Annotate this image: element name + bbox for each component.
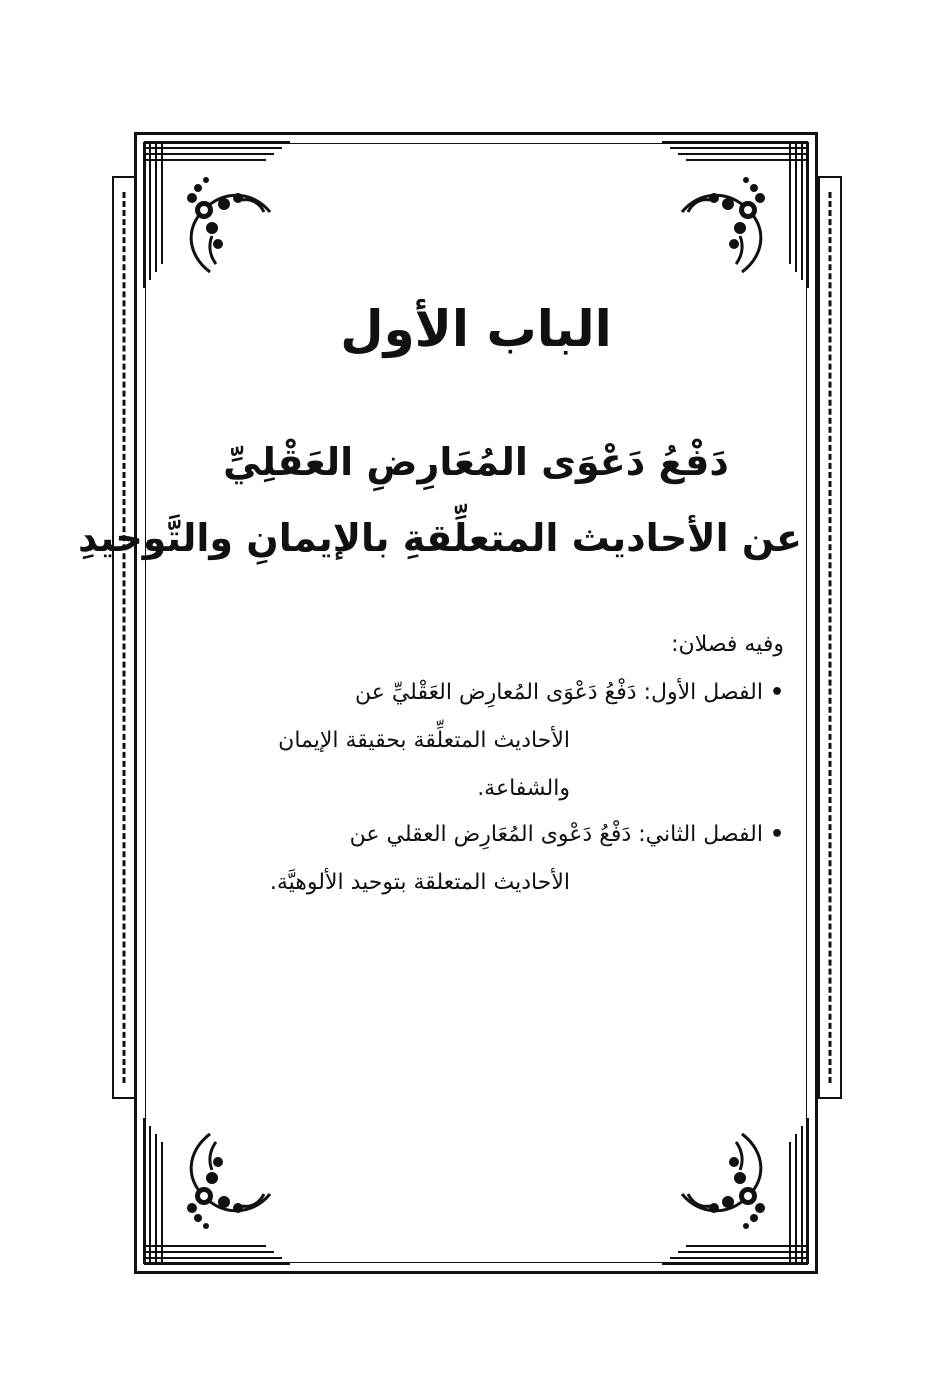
left-dashed-bar: [112, 176, 136, 1099]
chapter-1-line-1: [152, 680, 784, 705]
right-dashed-bar: [818, 176, 842, 1099]
chapter-2-line-1: [152, 822, 784, 847]
chapter-2-heading: الفصل الثاني: دَفْعُ دَعْوى المُعَارِض العقلي عن: [349, 822, 763, 847]
chapter-1-heading: الفصل الأول: دَفْعُ دَعْوَى المُعارِض العَقْليِّ عن: [354, 680, 763, 705]
floral-corner-icon-top-right: [660, 140, 810, 290]
bullet-icon: •: [769, 822, 784, 847]
chapter-1-line-2: الأحاديث المتعلِّقة بحقيقة الإيمان: [278, 728, 570, 753]
floral-corner-icon-bottom-right: [660, 1116, 810, 1266]
intro-text: وفيه فصلان:: [671, 632, 784, 657]
chapter-1-line-3: والشفاعة.: [477, 776, 570, 801]
subtitle-line-1: دَفْعُ دَعْوَى المُعَارِضِ العَقْلِيِّ: [223, 440, 729, 484]
chapter-2-line-2: الأحاديث المتعلقة بتوحيد الألوهيَّة.: [269, 870, 570, 895]
subtitle-line-2: عن الأحاديث المتعلِّقةِ بالإيمانِ والتَّوحيدِ: [77, 516, 802, 560]
bullet-icon: •: [769, 680, 784, 705]
floral-corner-icon-bottom-left: [142, 1116, 292, 1266]
chapter-title: الباب الأول: [340, 300, 612, 358]
floral-corner-icon-top-left: [142, 140, 292, 290]
